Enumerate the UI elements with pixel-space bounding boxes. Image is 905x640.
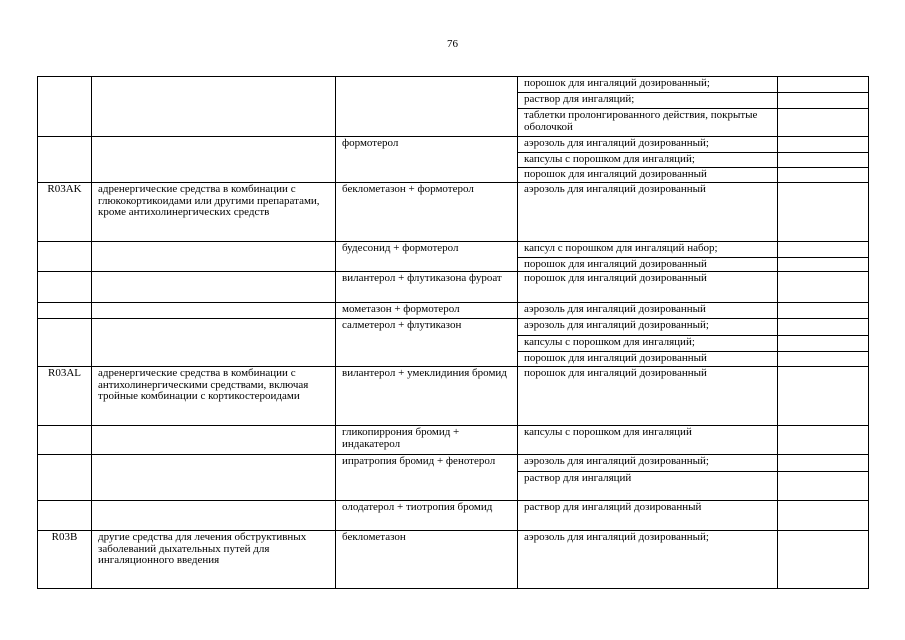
drug-name-cell: гликопиррония бромид + индакатерол	[336, 426, 518, 455]
table-row	[38, 531, 869, 589]
dosage-forms-cell	[518, 455, 778, 501]
dosage-forms-cell	[518, 501, 778, 531]
table-row	[38, 501, 869, 531]
atc-code-cell	[38, 242, 92, 272]
notes-subcell	[778, 531, 868, 588]
notes-cell	[778, 303, 869, 319]
atc-code-cell	[38, 501, 92, 531]
notes-subcell	[778, 109, 868, 136]
notes-cell	[778, 531, 869, 589]
table-row	[38, 183, 869, 242]
dosage-form: аэрозоль для ингаляций дозированный	[524, 183, 706, 195]
drug-name-cell: вилантерол + флутиказона фуроат	[336, 272, 518, 303]
drug-name-cell: ипратропия бромид + фенотерол	[336, 455, 518, 501]
notes-subcell	[778, 153, 868, 168]
drug-group-cell	[92, 501, 336, 531]
table-row	[38, 319, 869, 367]
drug-group-cell	[92, 272, 336, 303]
notes-cell	[778, 501, 869, 531]
notes-subcell	[778, 242, 868, 258]
atc-code-cell: R03AK	[38, 183, 92, 242]
notes-subcell	[778, 501, 868, 530]
drug-group-cell: другие средства для лечения обструктивных заболеваний дыхательных путей для ингаляционного введения	[92, 531, 336, 589]
notes-subcell	[778, 336, 868, 352]
drug-group-cell	[92, 426, 336, 455]
drug-name-cell: будесонид + формотерол	[336, 242, 518, 272]
dosage-forms-cell	[518, 531, 778, 589]
drug-name-cell: беклометазон + формотерол	[336, 183, 518, 242]
dosage-form: капсулы с порошком для ингаляций;	[518, 153, 777, 168]
dosage-form: порошок для ингаляций дозированный	[524, 352, 707, 364]
atc-code-cell	[38, 303, 92, 319]
atc-code-cell: R03B	[38, 531, 92, 589]
atc-code-cell	[38, 77, 92, 137]
atc-code-cell	[38, 455, 92, 501]
dosage-forms-cell	[518, 426, 778, 455]
dosage-form: таблетки пролонгированного действия, покрытые оболочкой	[524, 109, 758, 133]
dosage-forms-cell	[518, 272, 778, 303]
notes-cell	[778, 455, 869, 501]
notes-cell	[778, 319, 869, 367]
notes-cell	[778, 272, 869, 303]
dosage-form: аэрозоль для ингаляций дозированный	[524, 303, 706, 315]
table-row	[38, 272, 869, 303]
notes-subcell	[778, 272, 868, 302]
notes-cell	[778, 242, 869, 272]
notes-cell	[778, 367, 869, 426]
table-row	[38, 242, 869, 272]
notes-cell	[778, 183, 869, 242]
notes-subcell	[778, 168, 868, 182]
drug-name-cell: беклометазон	[336, 531, 518, 589]
dosage-forms-cell	[518, 319, 778, 367]
drug-name-cell: формотерол	[336, 137, 518, 183]
table-row	[38, 367, 869, 426]
dosage-form: капсул с порошком для ингаляций набор;	[518, 242, 777, 258]
table-row	[38, 455, 869, 501]
drug-name-cell: салметерол + флутиказон	[336, 319, 518, 367]
notes-cell	[778, 77, 869, 137]
table-row	[38, 303, 869, 319]
dosage-forms-cell	[518, 242, 778, 272]
atc-code-cell	[38, 426, 92, 455]
dosage-form: аэрозоль для ингаляций дозированный;	[518, 455, 777, 472]
drug-name-cell: вилантерол + умеклидиния бромид	[336, 367, 518, 426]
notes-subcell	[778, 319, 868, 336]
notes-subcell	[778, 258, 868, 271]
drug-table	[37, 76, 869, 589]
dosage-forms-cell	[518, 137, 778, 183]
dosage-form: аэрозоль для ингаляций дозированный;	[524, 531, 709, 543]
table-row	[38, 137, 869, 183]
table-row	[38, 77, 869, 137]
dosage-form: раствор для ингаляций дозированный	[524, 501, 702, 513]
table-row	[38, 426, 869, 455]
table-body	[38, 77, 869, 589]
dosage-form: раствор для ингаляций;	[518, 93, 777, 109]
drug-name-cell: мометазон + формотерол	[336, 303, 518, 319]
dosage-form: аэрозоль для ингаляций дозированный;	[518, 137, 777, 153]
notes-subcell	[778, 303, 868, 318]
dosage-form: порошок для ингаляций дозированный	[524, 168, 707, 180]
notes-subcell	[778, 472, 868, 500]
atc-code-cell	[38, 319, 92, 367]
notes-cell	[778, 426, 869, 455]
drug-group-cell	[92, 242, 336, 272]
dosage-form: порошок для ингаляций дозированный;	[518, 77, 777, 93]
atc-code-cell	[38, 137, 92, 183]
notes-cell	[778, 137, 869, 183]
drug-name-cell: олодатерол + тиотропия бромид	[336, 501, 518, 531]
drug-group-cell	[92, 77, 336, 137]
drug-group-cell: адренергические средства в комбинации с антихолинергическими средствами, включая тройные комбинации с кортикостероидами	[92, 367, 336, 426]
dosage-form: порошок для ингаляций дозированный	[524, 272, 707, 284]
notes-subcell	[778, 455, 868, 472]
atc-code-cell: R03AL	[38, 367, 92, 426]
notes-subcell	[778, 137, 868, 153]
page-number: 76	[447, 38, 458, 50]
dosage-form: порошок для ингаляций дозированный	[524, 367, 707, 379]
drug-group-cell	[92, 455, 336, 501]
notes-subcell	[778, 93, 868, 109]
dosage-forms-cell	[518, 303, 778, 319]
dosage-forms-cell	[518, 367, 778, 426]
drug-name-cell	[336, 77, 518, 137]
dosage-form: аэрозоль для ингаляций дозированный;	[518, 319, 777, 336]
dosage-form: порошок для ингаляций дозированный	[524, 258, 707, 270]
notes-subcell	[778, 183, 868, 241]
drug-group-cell	[92, 137, 336, 183]
notes-subcell	[778, 426, 868, 454]
notes-subcell	[778, 367, 868, 425]
drug-group-cell	[92, 319, 336, 367]
dosage-form: капсулы с порошком для ингаляций;	[518, 336, 777, 352]
dosage-forms-cell	[518, 77, 778, 137]
dosage-form: капсулы с порошком для ингаляций	[524, 426, 692, 438]
atc-code-cell	[38, 272, 92, 303]
dosage-form: раствор для ингаляций	[524, 472, 632, 484]
notes-subcell	[778, 352, 868, 366]
drug-group-cell	[92, 303, 336, 319]
drug-group-cell: адренергические средства в комбинации с глюкокортикоидами или другими препаратами, кроме антихолинергических средств	[92, 183, 336, 242]
notes-subcell	[778, 77, 868, 93]
dosage-forms-cell	[518, 183, 778, 242]
